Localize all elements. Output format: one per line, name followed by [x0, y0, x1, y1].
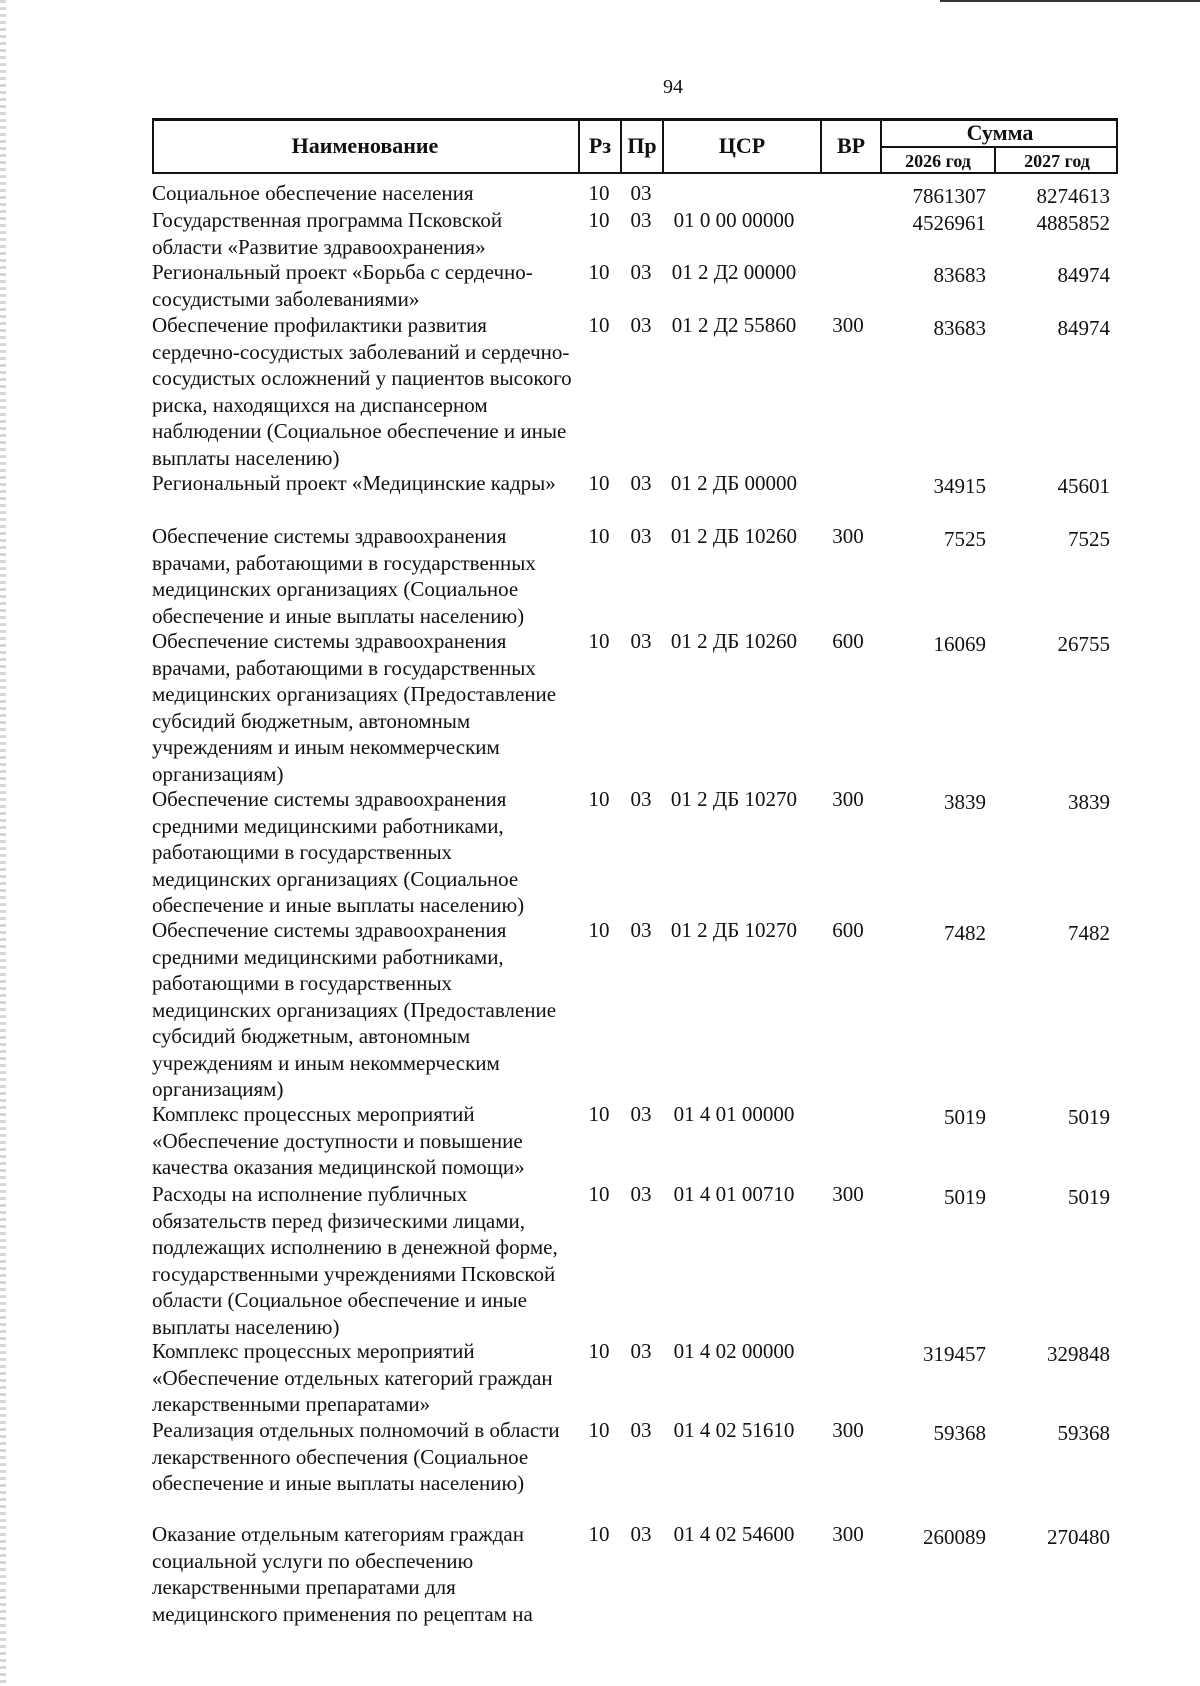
row-sum-2026: 7525 [944, 527, 986, 551]
row-name: Комплекс процессных мероприятий «Обеспечение отдельных категорий граждан лекарственными препаратами» [152, 1339, 553, 1416]
row-csr: 01 4 01 00000 [673, 1102, 795, 1126]
table-row [152, 1417, 1118, 1521]
row-csr: 01 2 ДБ 10270 [670, 918, 798, 942]
table-row [152, 786, 1118, 917]
table-row [152, 180, 1118, 207]
header-vr: ВР [836, 133, 866, 158]
row-sum-2027: 59368 [1057, 1421, 1110, 1445]
row-rz: 10 [588, 1418, 610, 1442]
header-2026: 2026 год [905, 150, 971, 171]
row-csr: 01 2 Д2 55860 [671, 313, 797, 337]
row-sum-2027: 5019 [1068, 1105, 1110, 1129]
row-sum-2026: 3839 [944, 790, 986, 814]
row-pr: 03 [630, 1522, 652, 1546]
table-row [152, 1338, 1118, 1417]
row-sum-2027: 5019 [1068, 1185, 1110, 1209]
row-name: Реализация отдельных полномочий в области лекарственного обеспечения (Социальное обеспечение и иные выплаты населению) [152, 1418, 560, 1495]
row-pr: 03 [630, 918, 652, 942]
row-sum-2026: 4526961 [912, 211, 986, 235]
row-pr: 03 [630, 1102, 652, 1126]
row-pr: 03 [630, 181, 652, 205]
row-csr: 01 2 ДБ 10260 [670, 629, 798, 653]
row-pr: 03 [630, 629, 652, 653]
row-rz: 10 [588, 1339, 610, 1363]
row-name: Обеспечение системы здравоохранения средними медицинскими работниками, работающими в государственных медицинских организациях (Предоставление субсидий бюджетным, автономным учреждениям и иным некоммерческим организациям) [152, 918, 557, 1101]
row-csr: 01 2 ДБ 00000 [670, 471, 798, 495]
header-rz: Рз [588, 133, 612, 158]
header-csr: ЦСР [718, 133, 766, 158]
table-row [152, 1521, 1118, 1629]
row-name: Обеспечение профилактики развития сердечно-сосудистых заболеваний и сердечно-сосудистых осложнений у пациентов высокого риска, находящихся на диспансерном наблюдении (Социальное обеспечение и иные выплаты населению) [152, 313, 572, 470]
row-rz: 10 [588, 787, 610, 811]
row-rz: 10 [588, 629, 610, 653]
row-pr: 03 [630, 787, 652, 811]
header-pr: Пр [627, 133, 657, 158]
row-rz: 10 [588, 181, 610, 205]
table-row [152, 207, 1118, 259]
row-pr: 03 [630, 260, 652, 284]
row-sum-2027: 4885852 [1036, 211, 1110, 235]
row-name: Государственная программа Псковской области «Развитие здравоохранения» [152, 208, 503, 259]
row-csr: 01 2 ДБ 10270 [670, 787, 798, 811]
row-name: Региональный проект «Борьба с сердечно-сосудистыми заболеваниями» [152, 260, 533, 311]
row-csr: 01 2 Д2 00000 [671, 260, 797, 284]
row-vr: 300 [832, 313, 864, 337]
row-name: Региональный проект «Медицинские кадры» [152, 471, 556, 495]
row-sum-2027: 7525 [1068, 527, 1110, 551]
row-pr: 03 [630, 313, 652, 337]
row-csr: 01 2 ДБ 10260 [670, 524, 798, 548]
table-row [152, 628, 1118, 786]
row-sum-2027: 84974 [1057, 316, 1110, 340]
table-row [152, 1101, 1118, 1181]
row-name: Расходы на исполнение публичных обязательств перед физическими лицами, подлежащих исполнению в денежной форме, государственными учреждениями Псковской области (Социальное обеспечение и иные выплаты населению) [152, 1182, 558, 1339]
row-sum-2027: 8274613 [1036, 184, 1110, 208]
header-name: Наименование [291, 133, 439, 158]
row-csr: 01 4 02 54600 [673, 1522, 795, 1546]
table-header [152, 118, 1118, 176]
row-sum-2027: 26755 [1057, 632, 1110, 656]
row-pr: 03 [630, 208, 652, 232]
row-name: Обеспечение системы здравоохранения средними медицинскими работниками, работающими в государственных медицинских организациях (Социальное обеспечение и иные выплаты населению) [152, 787, 525, 917]
row-vr: 600 [832, 629, 864, 653]
row-csr: 01 4 02 51610 [673, 1418, 795, 1442]
row-rz: 10 [588, 918, 610, 942]
header-2027: 2027 год [1024, 150, 1090, 171]
row-rz: 10 [588, 313, 610, 337]
table-row [152, 259, 1118, 312]
row-name: Обеспечение системы здравоохранения врачами, работающими в государственных медицинских организациях (Социальное обеспечение и иные выплаты населению) [152, 524, 536, 628]
row-pr: 03 [630, 1339, 652, 1363]
row-vr: 600 [832, 918, 864, 942]
scan-edge [0, 0, 6, 1686]
row-pr: 03 [630, 1418, 652, 1442]
row-sum-2026: 16069 [933, 632, 986, 656]
table-row [152, 470, 1118, 523]
row-rz: 10 [588, 524, 610, 548]
row-sum-2026: 5019 [944, 1105, 986, 1129]
row-sum-2027: 84974 [1057, 263, 1110, 287]
scan-top-line [940, 0, 1200, 2]
row-csr: 01 4 02 00000 [673, 1339, 795, 1363]
row-rz: 10 [588, 471, 610, 495]
row-pr: 03 [630, 471, 652, 495]
row-sum-2026: 34915 [933, 474, 986, 498]
row-rz: 10 [588, 1182, 610, 1206]
row-csr: 01 4 01 00710 [673, 1182, 795, 1206]
row-sum-2026: 83683 [933, 316, 986, 340]
table-row [152, 523, 1118, 628]
table-row [152, 312, 1118, 470]
table-body [152, 180, 1118, 1629]
table-row [152, 1181, 1118, 1338]
row-sum-2027: 45601 [1057, 474, 1110, 498]
row-sum-2026: 59368 [933, 1421, 986, 1445]
row-sum-2027: 3839 [1068, 790, 1110, 814]
row-rz: 10 [588, 260, 610, 284]
row-rz: 10 [588, 1102, 610, 1126]
row-sum-2026: 5019 [944, 1185, 986, 1209]
row-vr: 300 [832, 1182, 864, 1206]
row-sum-2026: 260089 [923, 1525, 986, 1549]
row-name: Комплекс процессных мероприятий «Обеспечение доступности и повышение качества оказания медицинской помощи» [152, 1102, 525, 1179]
row-sum-2026: 83683 [933, 263, 986, 287]
row-vr: 300 [832, 787, 864, 811]
row-csr: 01 0 00 00000 [673, 208, 795, 232]
row-name: Обеспечение системы здравоохранения врачами, работающими в государственных медицинских организациях (Предоставление субсидий бюджетным, автономным учреждениям и иным некоммерческим организациям) [152, 629, 557, 786]
row-vr: 300 [832, 524, 864, 548]
row-sum-2027: 7482 [1068, 921, 1110, 945]
table-row [152, 917, 1118, 1101]
row-vr: 300 [832, 1522, 864, 1546]
row-sum-2026: 7861307 [912, 184, 986, 208]
row-pr: 03 [630, 1182, 652, 1206]
row-pr: 03 [630, 524, 652, 548]
row-rz: 10 [588, 1522, 610, 1546]
row-name: Социальное обеспечение населения [152, 181, 474, 205]
header-sum: Сумма [966, 120, 1034, 145]
row-sum-2027: 329848 [1047, 1342, 1110, 1366]
row-vr: 300 [832, 1418, 864, 1442]
row-sum-2027: 270480 [1047, 1525, 1110, 1549]
row-name: Оказание отдельным категориям граждан социальной услуги по обеспечению лекарственными препаратами для медицинского применения по рецептам на [152, 1522, 533, 1626]
page-number: 94 [663, 76, 683, 98]
row-sum-2026: 7482 [944, 921, 986, 945]
row-rz: 10 [588, 208, 610, 232]
row-sum-2026: 319457 [923, 1342, 986, 1366]
